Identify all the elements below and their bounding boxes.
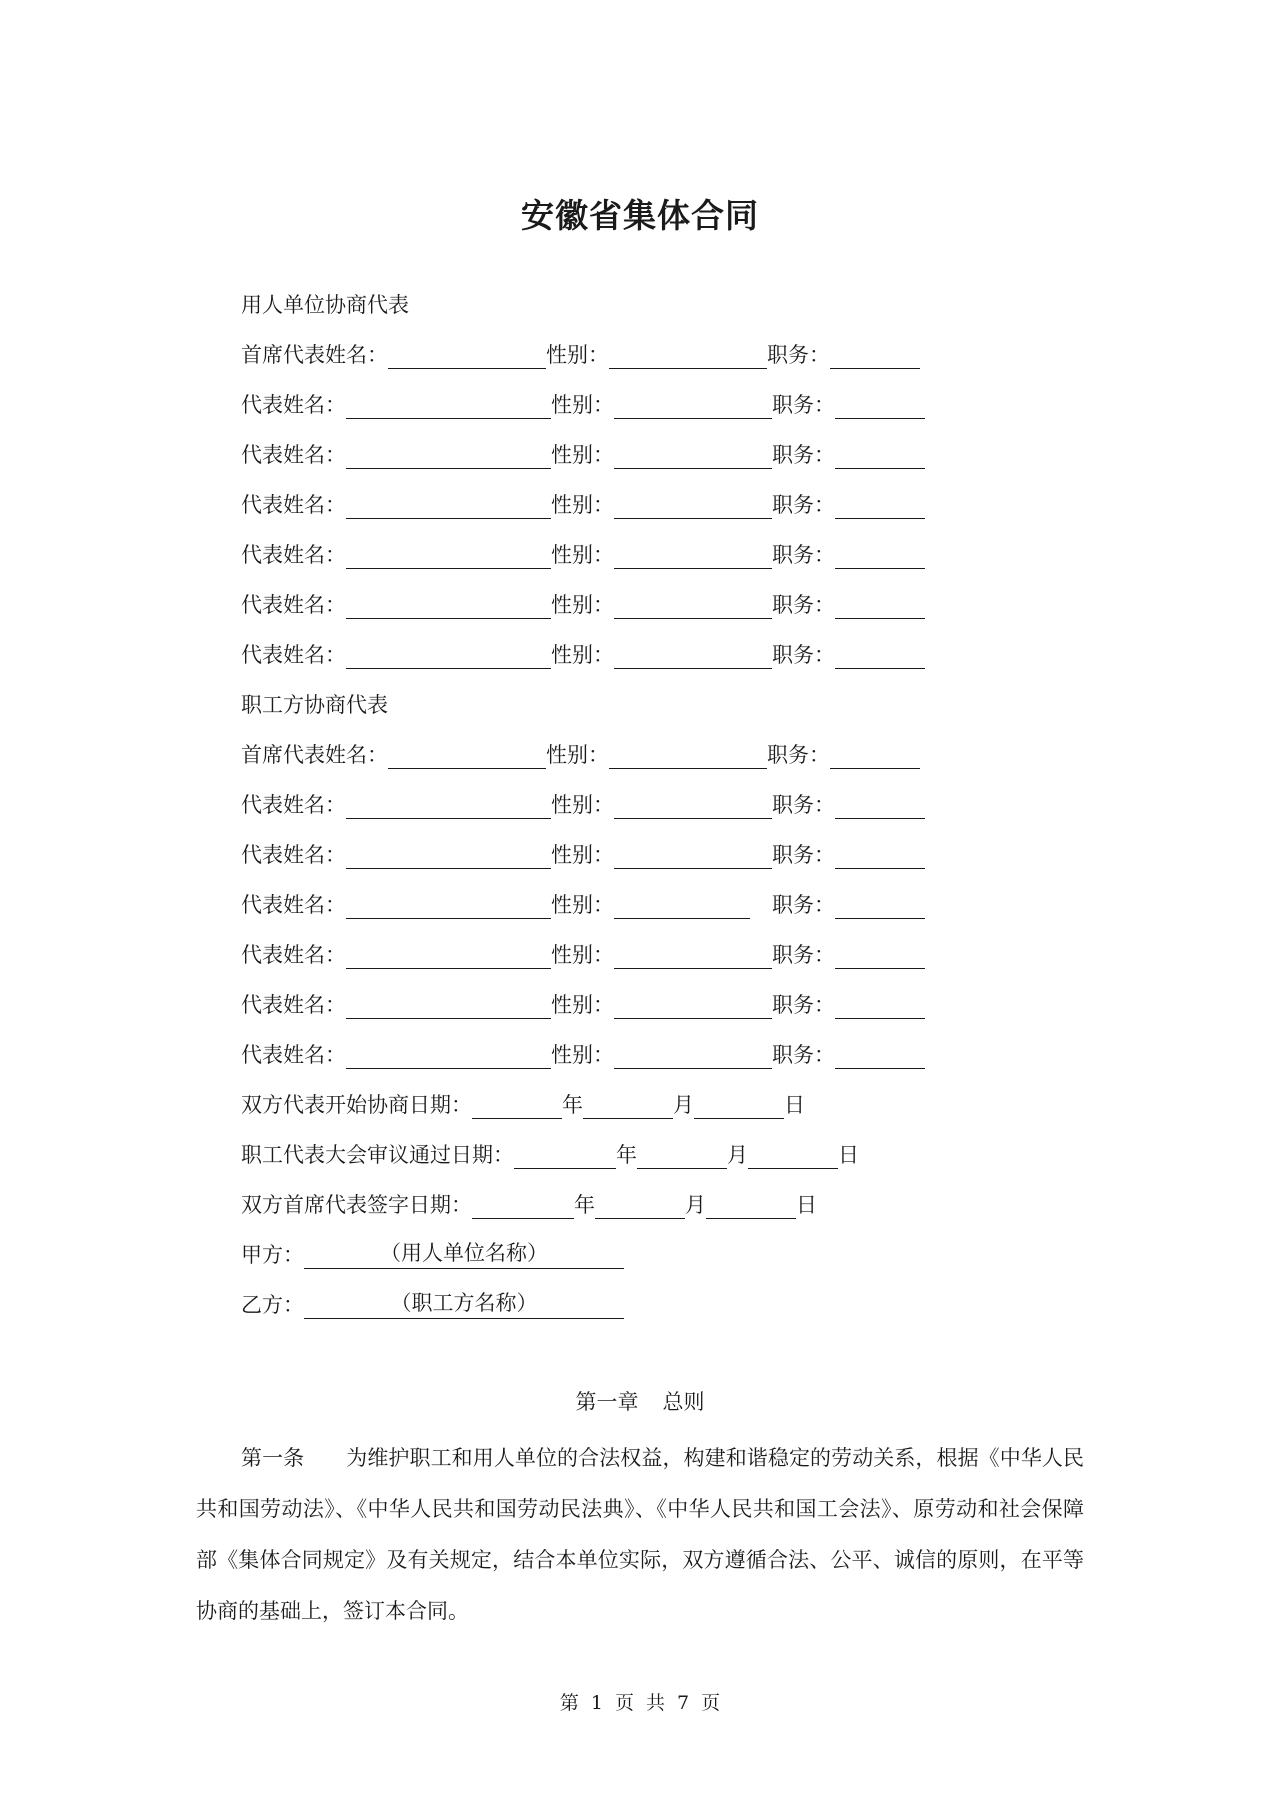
chapter-name: 总则	[662, 1390, 705, 1414]
name-blank[interactable]	[346, 891, 551, 919]
gender-label: 性别：	[551, 593, 614, 617]
position-blank[interactable]	[835, 891, 925, 919]
gender-label: 性别：	[551, 443, 614, 467]
position-label: 职务：	[772, 543, 835, 567]
position-blank[interactable]	[835, 591, 925, 619]
congress-approval-date-row	[241, 1137, 859, 1173]
name-label: 代表姓名：	[241, 443, 346, 467]
gender-blank[interactable]	[614, 941, 772, 969]
name-label: 代表姓名：	[241, 493, 346, 517]
date-label: 双方代表开始协商日期：	[241, 1093, 472, 1117]
chapter-number: 第一章	[575, 1390, 639, 1414]
gender-blank[interactable]	[614, 1041, 772, 1069]
gender-blank[interactable]	[614, 841, 772, 869]
name-label: 代表姓名：	[241, 1043, 346, 1067]
position-label: 职务：	[772, 993, 835, 1017]
employee-row-5	[241, 937, 925, 973]
employer-row-1	[241, 337, 920, 373]
year-blank[interactable]	[472, 1191, 574, 1219]
name-label: 代表姓名：	[241, 993, 346, 1017]
position-label: 职务：	[772, 393, 835, 417]
position-blank[interactable]	[835, 491, 925, 519]
gender-blank[interactable]	[609, 741, 767, 769]
name-blank[interactable]	[346, 841, 551, 869]
employee-row-4	[241, 887, 925, 923]
position-label: 职务：	[772, 843, 835, 867]
position-blank[interactable]	[835, 841, 925, 869]
position-label: 职务：	[772, 893, 835, 917]
name-label: 代表姓名：	[241, 793, 346, 817]
gender-label: 性别：	[551, 843, 614, 867]
month-label: 月	[673, 1093, 694, 1117]
name-blank[interactable]	[388, 341, 546, 369]
position-label: 职务：	[772, 443, 835, 467]
gender-blank[interactable]	[614, 991, 772, 1019]
year-blank[interactable]	[472, 1091, 562, 1119]
article-1	[196, 1433, 1084, 1637]
employer-row-2	[241, 387, 925, 423]
name-blank[interactable]	[346, 991, 551, 1019]
month-blank[interactable]	[595, 1191, 685, 1219]
article-number: 第一条	[241, 1446, 305, 1470]
gender-blank[interactable]	[609, 341, 767, 369]
position-label: 职务：	[767, 343, 830, 367]
gender-label: 性别：	[551, 793, 614, 817]
negotiation-start-date-row	[241, 1087, 805, 1123]
position-label: 职务：	[772, 643, 835, 667]
day-label: 日	[784, 1093, 805, 1117]
gender-label: 性别：	[551, 943, 614, 967]
employer-row-4	[241, 487, 925, 523]
position-blank[interactable]	[835, 391, 925, 419]
employer-row-5	[241, 537, 925, 573]
name-blank[interactable]	[346, 641, 551, 669]
employee-section-heading: 职工方协商代表	[241, 693, 388, 717]
month-blank[interactable]	[583, 1091, 673, 1119]
month-blank[interactable]	[637, 1141, 727, 1169]
name-label: 代表姓名：	[241, 643, 346, 667]
gender-label: 性别：	[551, 493, 614, 517]
name-label: 首席代表姓名：	[241, 743, 388, 767]
gender-blank[interactable]	[614, 491, 772, 519]
gender-label: 性别：	[551, 993, 614, 1017]
chapter-heading	[0, 1384, 1280, 1420]
gender-blank[interactable]	[614, 791, 772, 819]
party-b-name-field[interactable]: （职工方名称）	[304, 1288, 624, 1319]
employee-row-2	[241, 787, 925, 823]
party-a-name-field[interactable]: （用人单位名称）	[304, 1238, 624, 1269]
name-blank[interactable]	[346, 791, 551, 819]
position-blank[interactable]	[835, 1041, 925, 1069]
page-footer: 第 1 页 共 7 页	[559, 1692, 721, 1714]
gender-label: 性别：	[551, 543, 614, 567]
gender-blank[interactable]	[614, 891, 750, 919]
gender-label: 性别：	[551, 643, 614, 667]
position-blank[interactable]	[835, 441, 925, 469]
name-label: 代表姓名：	[241, 893, 346, 917]
year-label: 年	[562, 1093, 583, 1117]
party-b-row	[241, 1287, 624, 1323]
gender-blank[interactable]	[614, 391, 772, 419]
name-label: 代表姓名：	[241, 543, 346, 567]
name-label: 代表姓名：	[241, 593, 346, 617]
position-blank[interactable]	[835, 541, 925, 569]
name-blank[interactable]	[346, 1041, 551, 1069]
date-label: 职工代表大会审议通过日期：	[241, 1143, 514, 1167]
position-label: 职务：	[772, 793, 835, 817]
employer-row-6	[241, 587, 925, 623]
name-blank[interactable]	[346, 391, 551, 419]
day-blank[interactable]	[694, 1091, 784, 1119]
party-b-label: 乙方：	[241, 1293, 304, 1317]
employee-row-3	[241, 837, 925, 873]
name-blank[interactable]	[346, 441, 551, 469]
party-a-label: 甲方：	[241, 1243, 304, 1267]
day-label: 日	[838, 1143, 859, 1167]
name-label: 代表姓名：	[241, 843, 346, 867]
year-label: 年	[616, 1143, 637, 1167]
employer-row-7	[241, 637, 925, 673]
employee-row-1	[241, 737, 920, 773]
day-blank[interactable]	[748, 1141, 838, 1169]
name-blank[interactable]	[388, 741, 546, 769]
position-label: 职务：	[772, 943, 835, 967]
day-blank[interactable]	[706, 1191, 796, 1219]
name-blank[interactable]	[346, 541, 551, 569]
party-a-row	[241, 1237, 624, 1273]
month-label: 月	[727, 1143, 748, 1167]
employee-row-7	[241, 1037, 925, 1073]
position-blank[interactable]	[835, 991, 925, 1019]
gender-blank[interactable]	[614, 441, 772, 469]
name-label: 代表姓名：	[241, 393, 346, 417]
gender-label: 性别：	[551, 1043, 614, 1067]
employee-row-6	[241, 987, 925, 1023]
month-label: 月	[685, 1193, 706, 1217]
position-blank[interactable]	[835, 941, 925, 969]
position-blank[interactable]	[835, 641, 925, 669]
signing-date-row	[241, 1187, 817, 1223]
document-title: 安徽省集体合同	[521, 196, 759, 235]
position-label: 职务：	[772, 493, 835, 517]
name-label: 代表姓名：	[241, 943, 346, 967]
position-blank[interactable]	[830, 741, 920, 769]
position-blank[interactable]	[835, 791, 925, 819]
name-label: 首席代表姓名：	[241, 343, 388, 367]
gender-label: 性别：	[546, 743, 609, 767]
year-blank[interactable]	[514, 1141, 616, 1169]
gender-label: 性别：	[551, 893, 614, 917]
gender-blank[interactable]	[614, 591, 772, 619]
name-blank[interactable]	[346, 591, 551, 619]
article-text: 为维护职工和用人单位的合法权益，构建和谐稳定的劳动关系，根据《中华人民共和国劳动法》、《中华人民共和国劳动民法典》、《中华人民共和国工会法》、原劳动和社会保障部《集体合同规定》及有关规定，结合本单位实际，双方遵循合法、公平、诚信的原则，在平等协商的基础上，签订本合同。	[196, 1446, 1085, 1623]
employer-section-heading: 用人单位协商代表	[241, 293, 409, 317]
position-label: 职务：	[772, 1043, 835, 1067]
position-label: 职务：	[767, 743, 830, 767]
position-label: 职务：	[772, 593, 835, 617]
gender-blank[interactable]	[614, 541, 772, 569]
employer-row-3	[241, 437, 925, 473]
name-blank[interactable]	[346, 491, 551, 519]
date-label: 双方首席代表签字日期：	[241, 1193, 472, 1217]
name-blank[interactable]	[346, 941, 551, 969]
day-label: 日	[796, 1193, 817, 1217]
position-blank[interactable]	[830, 341, 920, 369]
gender-label: 性别：	[551, 393, 614, 417]
year-label: 年	[574, 1193, 595, 1217]
gender-blank[interactable]	[614, 641, 772, 669]
gender-label: 性别：	[546, 343, 609, 367]
